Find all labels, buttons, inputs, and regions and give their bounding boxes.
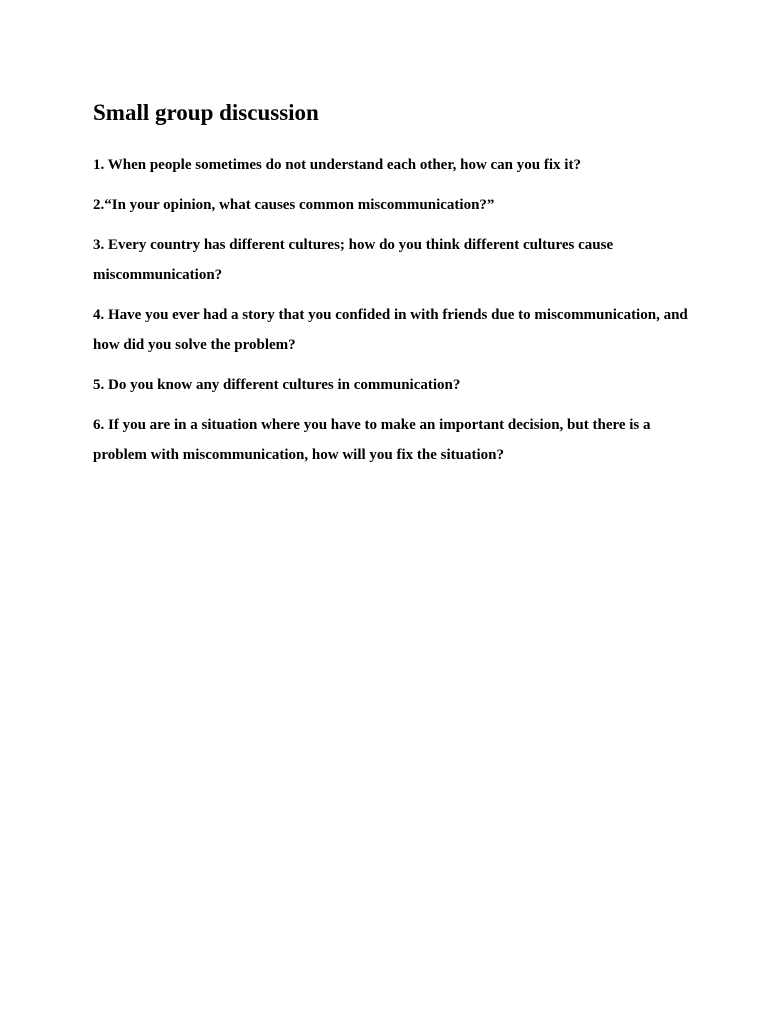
question-list	[93, 150, 693, 470]
question-item: 6. If you are in a situation where you have to make an important decision, but there is a problem with miscommunication, how will you fix the situation?	[93, 417, 651, 463]
question-item: 1. When people sometimes do not understand each other, how can you fix it?	[93, 157, 581, 173]
document-content	[93, 98, 693, 480]
question-item: 3. Every country has different cultures; how do you think different cultures cause miscommunication?	[93, 237, 614, 283]
document-title: Small group discussion	[93, 100, 319, 125]
question-item: 5. Do you know any different cultures in communication?	[93, 377, 461, 393]
question-item: 2.“In your opinion, what causes common miscommunication?”	[93, 197, 495, 213]
question-item: 4. Have you ever had a story that you confided in with friends due to miscommunication, and how did you solve the problem?	[93, 307, 688, 353]
